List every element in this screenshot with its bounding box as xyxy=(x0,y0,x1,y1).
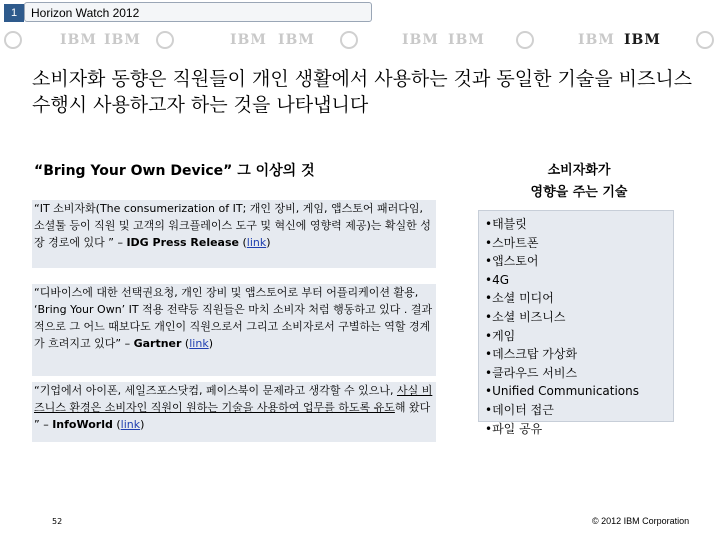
quote-infoworld: “기업에서 아이폰, 세일즈포스닷컴, 페이스북이 문제라고 생각할 수 있으나, 사실 비즈니스 환경은 소비자인 직원이 원하는 기술을 사용하여 업무를 하도록 유도해 왔다 ” – InfoWorld (link) xyxy=(32,382,436,442)
quote-text: “IT 소비자화(The consumerization of IT; 개인 장비, 게임, 앱스토어 패러다임, 소셜툴 등이 직원 및 고객의 워크플레이스 도구 및 혁신에 영향력 제공)는 확실한 성장 경로에 있다 ” – xyxy=(34,202,431,249)
quote-gartner: “디바이스에 대한 선택권요청, 개인 장비 및 앱스토어로 부터 어플리케이션 활용, ‘Bring Your Own’ IT 적용 전략등 직원들은 마치 소비자 처럼 행동하고 있다 . 결과적으로 그 어느 때보다도 개인이 직원으로서 그리고 소비자로서 구별하는 역할 경계가 흐려지고 있다” – Gartner (link) xyxy=(32,284,436,376)
technology-list xyxy=(485,215,667,438)
technology-list-box xyxy=(478,210,674,436)
ibm-watermark-logo: IBM xyxy=(402,32,439,48)
ibm-watermark-logo: IBM xyxy=(104,32,141,48)
left-subheading: “Bring Your Own Device” 그 이상의 것 xyxy=(34,163,315,179)
slide-title-tab[interactable]: Horizon Watch 2012 xyxy=(24,2,372,22)
emblem-icon xyxy=(516,31,534,49)
technology-item: • 태블릿 xyxy=(485,215,667,234)
right-title-line2: 영향을 주는 기술 xyxy=(530,185,628,200)
technology-item: • 데이터 접근 xyxy=(485,401,667,420)
slide-number-badge: 1 xyxy=(4,4,24,22)
page-number: 52 xyxy=(52,517,63,526)
emblem-icon xyxy=(340,31,358,49)
quote-text: “기업에서 아이폰, 세일즈포스닷컴, 페이스북이 문제라고 생각할 수 있으나, xyxy=(34,384,397,397)
copyright: © 2012 IBM Corporation xyxy=(592,516,690,526)
ibm-watermark-logo: IBM xyxy=(60,32,97,48)
quote-source: InfoWorld xyxy=(52,418,113,431)
quote-emphasis: 사실 비즈니스 환경은 소비자인 직원이 원하는 기술을 사용하여 업무를 하도록 유도 xyxy=(34,384,433,414)
technology-item: • Unified Communications xyxy=(485,382,667,401)
emblem-icon xyxy=(4,31,22,49)
ibm-watermark-logo: IBM xyxy=(230,32,267,48)
quote-source: IDG Press Release xyxy=(126,236,239,249)
technology-item: • 4G xyxy=(485,271,667,290)
left-column xyxy=(32,160,452,180)
quote-source: Gartner xyxy=(133,337,182,350)
slide-headline: 소비자화 동향은 직원들이 개인 생활에서 사용하는 것과 동일한 기술을 비즈니스 수행시 사용하고자 하는 것을 나타냅니다 xyxy=(32,68,693,116)
ibm-logo-strip xyxy=(0,28,720,52)
source-link[interactable]: link xyxy=(189,337,209,350)
source-link[interactable]: link xyxy=(120,418,141,431)
technology-item: • 클라우드 서비스 xyxy=(485,364,667,383)
emblem-icon xyxy=(696,31,714,49)
quote-idg: “IT 소비자화(The consumerization of IT; 개인 장비, 게임, 앱스토어 패러다임, 소셜툴 등이 직원 및 고객의 워크플레이스 도구 및 혁신에 영향력 제공)는 확실한 성장 경로에 있다 ” – IDG Press Release (link) xyxy=(32,200,436,268)
technology-item: • 소셜 미디어 xyxy=(485,289,667,308)
technology-item: • 데스크탑 가상화 xyxy=(485,345,667,364)
quote-text: “디바이스에 대한 선택권요청, 개인 장비 및 앱스토어로 부터 어플리케이션 활용, ‘Bring Your Own’ IT 적용 전략등 직원들은 마치 소비자 처럼 행동하고 있다 . 결과적으로 그 어느 때보다도 개인이 직원으로서 그리고 소비자로서 구별하는 역할 경계가 흐려지고 있다” – xyxy=(34,286,433,350)
slide-header xyxy=(0,0,378,24)
emblem-icon xyxy=(156,31,174,49)
ibm-watermark-logo: IBM xyxy=(578,32,615,48)
ibm-logo: IBM xyxy=(624,32,661,48)
right-column-title xyxy=(476,160,682,204)
right-title-line1: 소비자화가 xyxy=(547,163,611,178)
technology-item: • 게임 xyxy=(485,327,667,346)
source-link[interactable]: link xyxy=(246,236,267,249)
ibm-watermark-logo: IBM xyxy=(448,32,485,48)
technology-item: • 앱스토어 xyxy=(485,252,667,271)
ibm-watermark-logo: IBM xyxy=(278,32,315,48)
technology-item: • 파일 공유 xyxy=(485,420,667,439)
technology-item: • 소셜 비즈니스 xyxy=(485,308,667,327)
technology-item: • 스마트폰 xyxy=(485,234,667,253)
quote-text-end: 해 왔다 ” – xyxy=(34,401,431,431)
